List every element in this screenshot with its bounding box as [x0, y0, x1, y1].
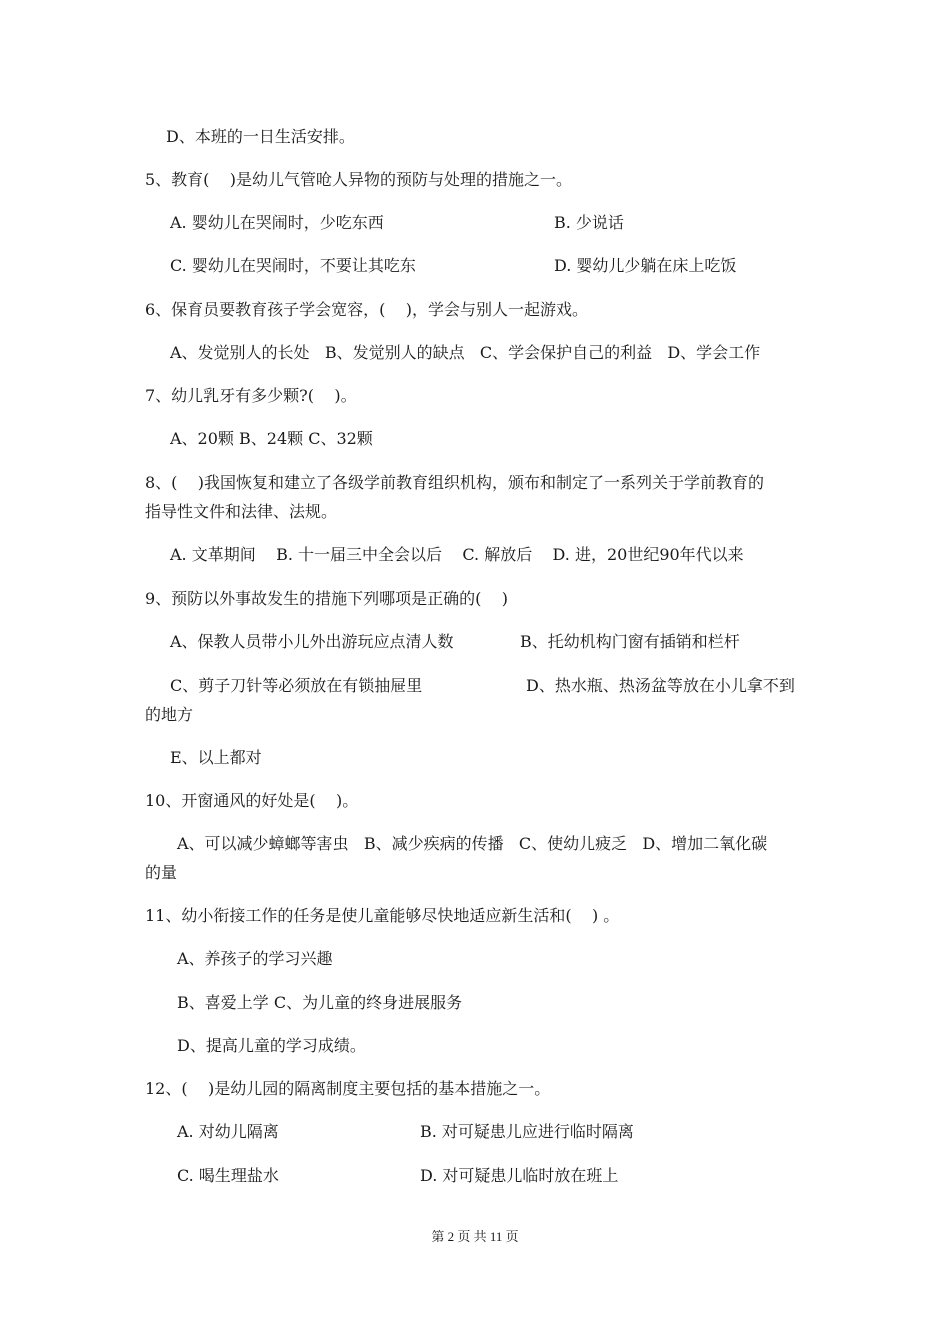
q9-option-d-line1: D、热水瓶、热汤盆等放在小儿拿不到 — [526, 676, 795, 695]
q5-option-d: D. 婴幼儿少躺在床上吃饭 — [554, 256, 737, 275]
q7-stem: 7、幼儿乳牙有多少颗?( )。 — [145, 386, 357, 405]
q12-option-b: B. 对可疑患儿应进行临时隔离 — [420, 1122, 634, 1141]
q6-stem: 6、保育员要教育孩子学会宽容，( )，学会与别人一起游戏。 — [145, 300, 589, 319]
q6-options: A、发觉别人的长处 B、发觉别人的缺点 C、学会保护自己的利益 D、学会工作 — [170, 343, 761, 362]
q9-option-d-line2: 的地方 — [145, 705, 194, 724]
q12-stem: 12、( )是幼儿园的隔离制度主要包括的基本措施之一。 — [145, 1079, 551, 1098]
q9-option-a: A、保教人员带小儿外出游玩应点清人数 — [170, 632, 454, 651]
q8-options: A. 文革期间 B. 十一届三中全会以后 C. 解放后 D. 进，20世纪90年代以来 — [170, 545, 744, 564]
q8-stem-line2: 指导性文件和法律、法规。 — [145, 502, 338, 521]
q9-option-b: B、托幼机构门窗有插销和栏杆 — [520, 632, 740, 651]
q5-option-a: A. 婴幼儿在哭闹时，少吃东西 — [170, 213, 384, 232]
q12-option-a: A. 对幼儿隔离 — [177, 1122, 279, 1141]
q8-stem-line1: 8、( )我国恢复和建立了各级学前教育组织机构，颁布和制定了一系列关于学前教育的 — [145, 473, 765, 492]
q4-option-d: D、本班的一日生活安排。 — [166, 127, 355, 146]
page-footer: 第 2 页 共 11 页 — [431, 1229, 519, 1244]
q9-option-c: C、剪子刀针等必须放在有锁抽屉里 — [170, 676, 423, 695]
q10-options-line2: 的量 — [145, 863, 178, 882]
q7-options: A、20颗 B、24颗 C、32颗 — [170, 429, 373, 448]
q11-option-bc: B、喜爱上学 C、为儿童的终身进展服务 — [177, 993, 463, 1012]
q5-option-c: C. 婴幼儿在哭闹时，不要让其吃东 — [170, 256, 416, 275]
q11-option-a: A、养孩子的学习兴趣 — [177, 949, 333, 968]
q10-stem: 10、开窗通风的好处是( )。 — [145, 791, 359, 810]
q9-stem: 9、预防以外事故发生的措施下列哪项是正确的( ) — [145, 589, 509, 608]
q5-stem: 5、教育( )是幼儿气管呛人异物的预防与处理的措施之一。 — [145, 170, 573, 189]
q5-option-b: B. 少说话 — [554, 213, 624, 232]
q12-option-d: D. 对可疑患儿临时放在班上 — [420, 1166, 619, 1185]
q12-option-c: C. 喝生理盐水 — [177, 1166, 279, 1185]
q11-stem: 11、幼小衔接工作的任务是使儿童能够尽快地适应新生活和( ) 。 — [145, 906, 620, 925]
q9-option-e: E、以上都对 — [170, 748, 262, 767]
q10-options-line1: A、可以减少蟑螂等害虫 B、减少疾病的传播 C、使幼儿疲乏 D、增加二氧化碳 — [177, 834, 768, 853]
q11-option-d: D、提高儿童的学习成绩。 — [177, 1036, 366, 1055]
